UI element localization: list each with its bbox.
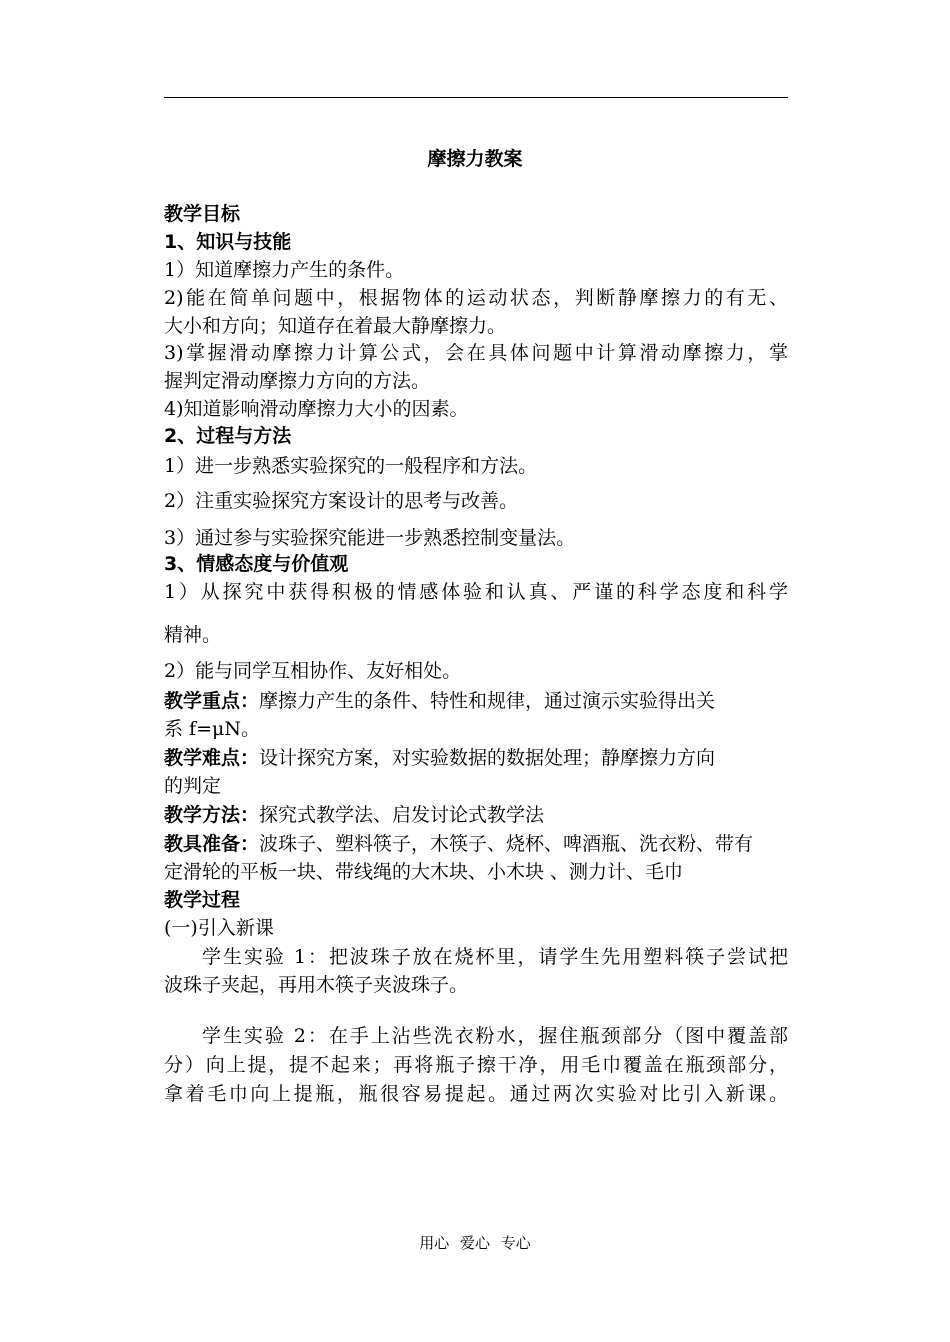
document-title: 摩擦力教案 <box>427 148 523 170</box>
objective-item: 4)知道影响滑动摩擦力大小的因素。 <box>164 398 469 420</box>
difficulties-label: 教学难点： <box>164 747 260 769</box>
experiment-2-continued: 拿着毛巾向上提瓶，瓶很容易提起。通过两次实验对比引入新课。 <box>164 1083 788 1105</box>
teaching-equipment <box>164 830 788 858</box>
objective-item: 2）能与同学互相协作、友好相处。 <box>164 660 462 682</box>
difficulties-text: 设计探究方案，对实验数据的数据处理；静摩擦力方向 <box>259 747 716 769</box>
teaching-key-points <box>164 687 788 715</box>
method-label: 教学方法： <box>164 804 260 826</box>
objective-item: 1）从探究中获得积极的情感体验和认真、严谨的科学态度和科学 <box>164 581 788 603</box>
key-points-text: 摩擦力产生的条件、特性和规律，通过演示实验得出关 <box>259 690 716 712</box>
teaching-difficulties <box>164 744 788 772</box>
teaching-difficulties-continued: 的判定 <box>164 775 222 797</box>
teaching-key-points-continued: 系 f=μN。 <box>164 718 260 740</box>
objective-item-continued: 握判定滑动摩擦力方向的方法。 <box>164 370 431 392</box>
section-heading-process: 2、过程与方法 <box>164 425 292 447</box>
equipment-label: 教具准备： <box>164 833 260 855</box>
equipment-text: 波珠子、塑料筷子，木筷子、烧杯、啤酒瓶、洗衣粉、带有 <box>259 833 754 855</box>
teaching-equipment-continued: 定滑轮的平板一块、带线绳的大木块、小木块 、测力计、毛巾 <box>164 861 684 883</box>
key-points-label: 教学重点： <box>164 690 260 712</box>
intro-heading: (一)引入新课 <box>164 917 274 939</box>
header-rule <box>164 97 788 98</box>
objective-item: 1）知道摩擦力产生的条件。 <box>164 259 405 281</box>
objective-item: 3）通过参与实验探究能进一步熟悉控制变量法。 <box>164 527 576 549</box>
experiment-2-continued: 分）向上提，提不起来；再将瓶子擦干净，用毛巾覆盖在瓶颈部分， <box>164 1054 788 1076</box>
method-text: 探究式教学法、启发讨论式教学法 <box>259 804 545 826</box>
experiment-1-continued: 波珠子夹起，再用木筷子夹波珠子。 <box>164 974 469 996</box>
experiment-1: 学生实验 1：把波珠子放在烧杯里，请学生先用塑料筷子尝试把 <box>202 946 788 968</box>
objective-item: 1）进一步熟悉实验探究的一般程序和方法。 <box>164 455 538 477</box>
section-heading-attitude: 3、情感态度与价值观 <box>164 553 349 575</box>
objective-item-continued: 精神。 <box>164 624 222 646</box>
process-heading: 教学过程 <box>164 889 241 911</box>
objective-item: 2)能在简单问题中，根据物体的运动状态，判断静摩擦力的有无、 <box>164 287 788 309</box>
objective-item: 2）注重实验探究方案设计的思考与改善。 <box>164 490 519 512</box>
section-heading-knowledge: 1、知识与技能 <box>164 231 292 253</box>
objective-item-continued: 大小和方向；知道存在着最大静摩擦力。 <box>164 315 507 337</box>
objectives-heading: 教学目标 <box>164 203 241 225</box>
page-footer: 用心 爱心 专心 <box>419 1234 531 1252</box>
objective-item: 3)掌握滑动摩擦力计算公式，会在具体问题中计算滑动摩擦力，掌 <box>164 342 788 364</box>
teaching-method <box>164 801 788 829</box>
experiment-2: 学生实验 2：在手上沾些洗衣粉水，握住瓶颈部分（图中覆盖部 <box>202 1025 788 1047</box>
